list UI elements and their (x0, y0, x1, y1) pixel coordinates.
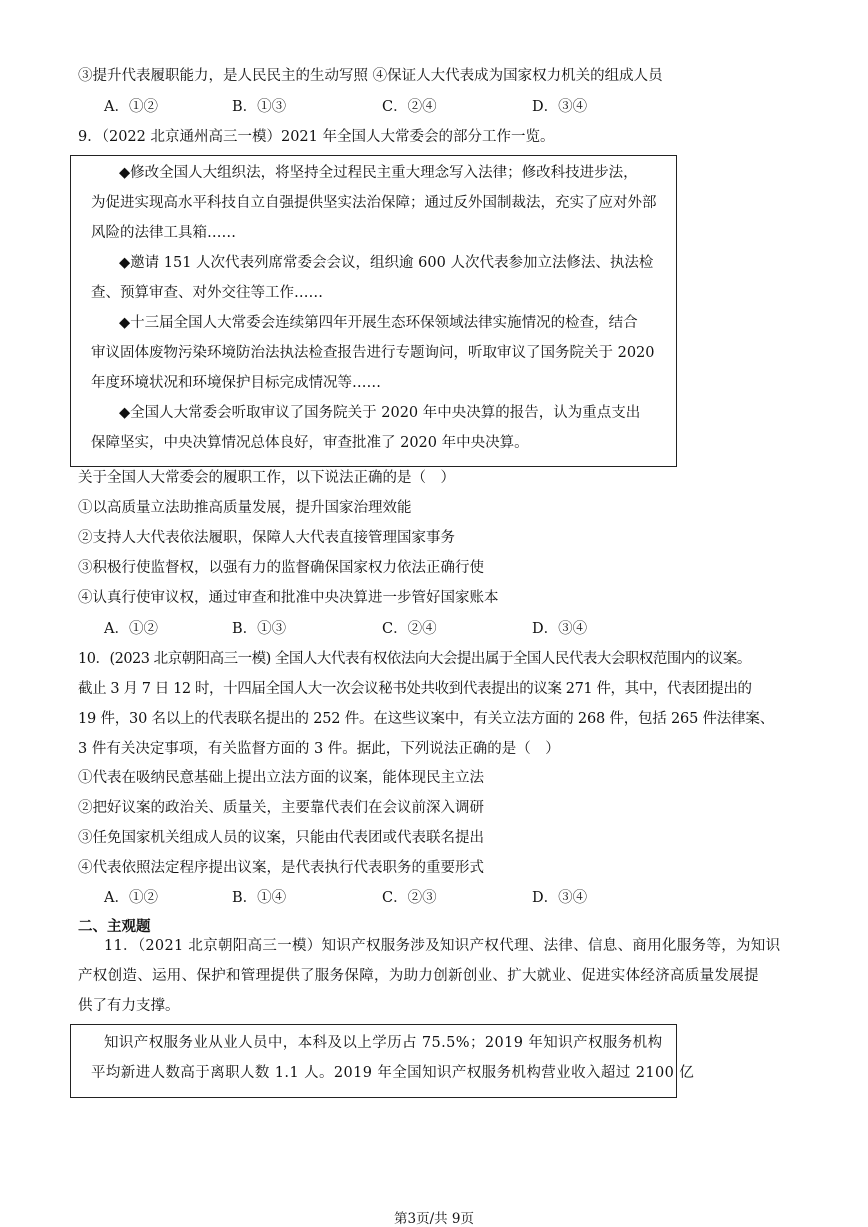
page-footer: 第3页/共 9页 (393, 1211, 475, 1227)
q10-option-a: A．①② (104, 890, 158, 906)
section-heading-subjective: 二、主观题 (78, 918, 151, 935)
q10-option-b: B．①④ (232, 890, 287, 906)
q8-option-c: C．②④ (382, 99, 437, 115)
q9-box-line: ◆全国人大常委会听取审议了国务院关于 2020 年中央决算的报告，认为重点支出 (119, 405, 641, 421)
q9-question: 关于全国人大常委会的履职工作，以下说法正确的是（ ） (78, 470, 455, 486)
q10-stem-line: 3 件有关决定事项，有关监督方面的 3 件。据此，下列说法正确的是（ ） (78, 741, 560, 757)
q10-option-c: C．②③ (382, 890, 437, 906)
q11-material-box (70, 1024, 695, 1098)
q10-stem-line: 19 件，30 名以上的代表联名提出的 252 件。在这些议案中，有关立法方面的 268 件，包括 265 件法律案、 (78, 711, 774, 727)
q10-statement-1: ①代表在吸纳民意基础上提出立法方面的议案，能体现民主立法 (78, 770, 484, 786)
q10-stem-line: 截止 3 月 7 日 12 时，十四届全国人大一次会议秘书处共收到代表提出的议案 271 件，其中，代表团提出的 (78, 681, 752, 697)
q9-box-line: ◆邀请 151 人次代表列席常委会会议，组织逾 600 人次代表参加立法修法、执法检 (119, 255, 654, 271)
q9-option-d: D．③④ (532, 621, 588, 637)
q9-statement-1: ①以高质量立法助推高质量发展，提升国家治理效能 (78, 500, 412, 516)
q9-statement-4: ④认真行使审议权，通过审查和批准中央决算进一步管好国家账本 (78, 590, 499, 606)
q9-stem: 9．（2022 北京通州高三一模）2021 年全国人大常委会的部分工作一览。 (78, 129, 555, 145)
q9-options (104, 619, 664, 639)
q10-statement-4: ④代表依照法定程序提出议案，是代表执行代表职务的重要形式 (78, 860, 484, 876)
q11-stem-line: 供了有力支撑。 (78, 998, 180, 1014)
q8-option-d: D．③④ (532, 99, 588, 115)
q10-stem-line: 10．(2023 北京朝阳高三一模) 全国人大代表有权依法向大会提出属于全国人民代表大会职权范围内的议案。 (78, 651, 751, 667)
q10-option-d: D．③④ (532, 890, 588, 906)
q9-box-line: ◆修改全国人大组织法，将坚持全过程民主重大理念写入法律；修改科技进步法， (119, 165, 638, 181)
q9-material-box (70, 155, 677, 467)
q11-stem-line: 产权创造、运用、保护和管理提供了服务保障，为助力创新创业、扩大就业、促进实体经济高质量发展提 (78, 968, 759, 984)
q11-box-line: 知识产权服务业从业人员中，本科及以上学历占 75.5%；2019 年知识产权服务机构 (104, 1035, 663, 1051)
q8-option-b: B．①③ (232, 99, 287, 115)
q9-box-line: 风险的法律工具箱…… (91, 225, 236, 241)
q10-statement-3: ③任免国家机关组成人员的议案，只能由代表团或代表联名提出 (78, 830, 484, 846)
q9-statement-3: ③积极行使监督权，以强有力的监督确保国家权力依法正确行使 (78, 560, 484, 576)
q10-statement-2: ②把好议案的政治关、质量关，主要靠代表们在会议前深入调研 (78, 800, 484, 816)
q9-option-b: B．①③ (232, 621, 287, 637)
q9-box-line: 审议固体废物污染环境防治法执法检查报告进行专题询问，听取审议了国务院关于 2020 (91, 345, 655, 361)
q8-options (104, 97, 664, 117)
q11-box-line: 平均新进人数高于离职人数 1.1 人。2019 年全国知识产权服务机构营业收入超过 2100 亿 (91, 1065, 695, 1081)
q8-option-a: A．①② (104, 99, 158, 115)
q9-box-line: 查、预算审查、对外交往等工作…… (91, 285, 323, 301)
q9-box-line: 保障坚实，中央决算情况总体良好，审查批准了 2020 年中央决算。 (91, 435, 529, 451)
q9-statement-2: ②支持人大代表依法履职，保障人大代表直接管理国家事务 (78, 530, 455, 546)
q10-options (104, 888, 664, 908)
q9-box-line: 为促进实现高水平科技自立自强提供坚实法治保障；通过反外国制裁法，充实了应对外部 (91, 195, 657, 211)
q9-option-a: A．①② (104, 621, 158, 637)
q8-statements-3-4: ③提升代表履职能力，是人民民主的生动写照 ④保证人大代表成为国家权力机关的组成人员 (78, 68, 663, 84)
q11-stem-line: 11．（2021 北京朝阳高三一模）知识产权服务涉及知识产权代理、法律、信息、商用化服务等，为知识 (104, 938, 781, 954)
q9-box-line: 年度环境状况和环境保护目标完成情况等…… (91, 375, 381, 391)
q9-option-c: C．②④ (382, 621, 437, 637)
q9-box-line: ◆十三届全国人大常委会连续第四年开展生态环保领域法律实施情况的检查，结合 (119, 315, 638, 331)
